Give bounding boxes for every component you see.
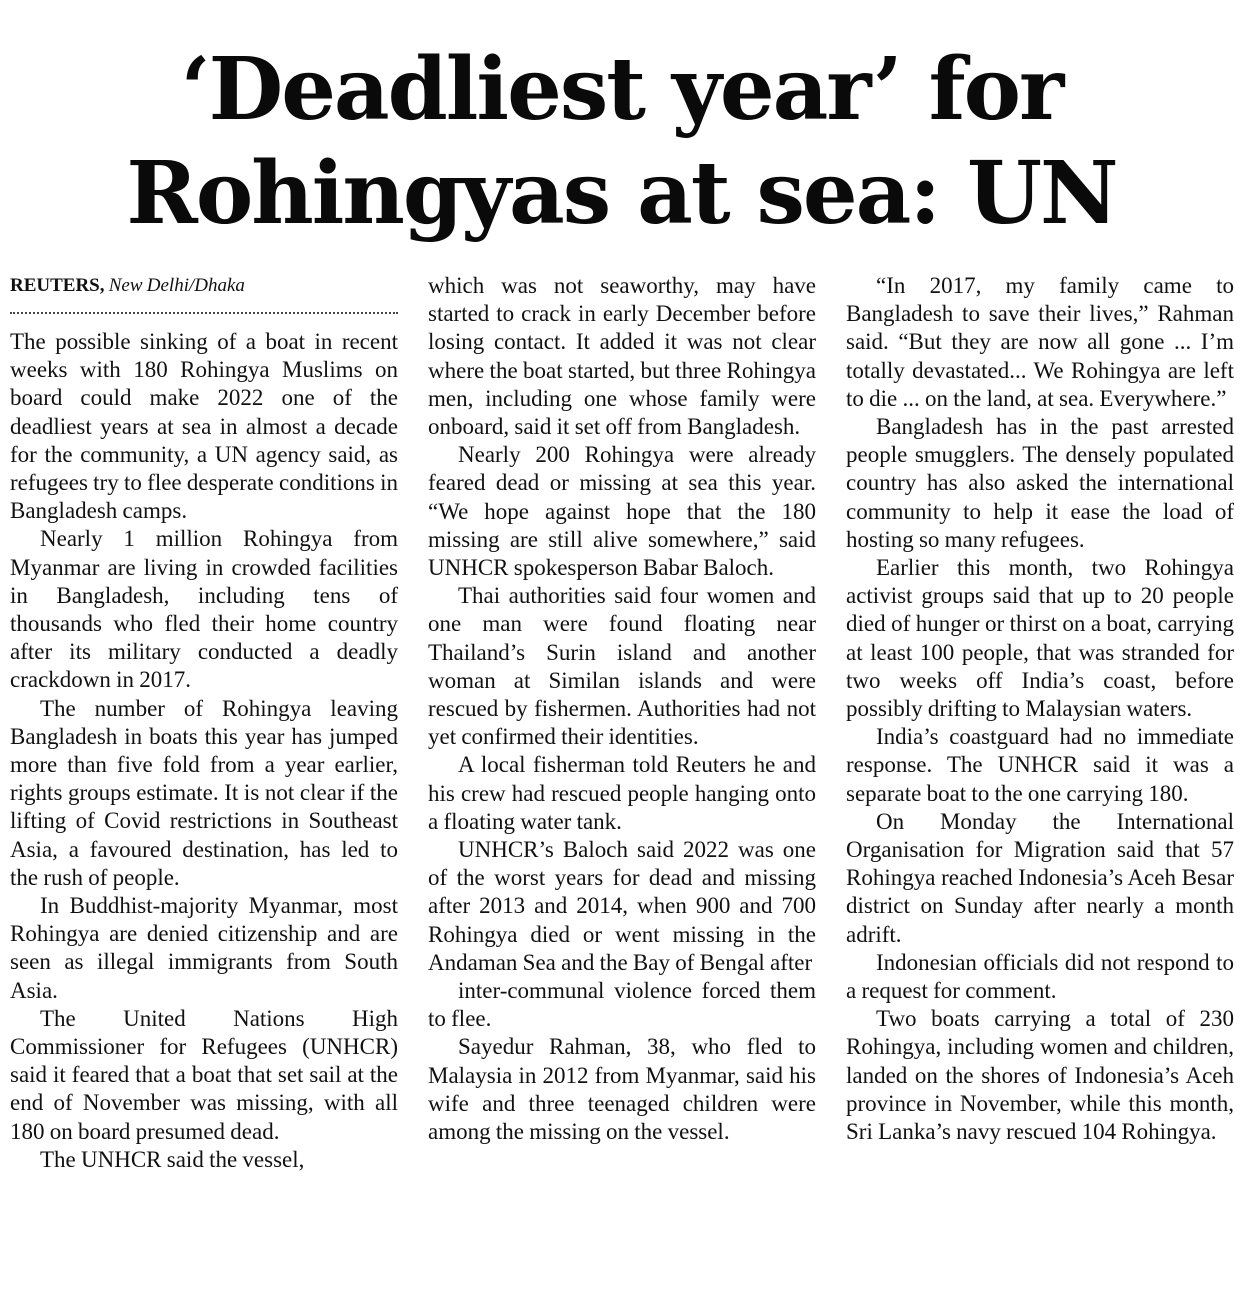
paragraph: Indonesian officials did not respond to a request for comment. — [846, 949, 1234, 1004]
byline — [10, 272, 398, 314]
paragraph: In Buddhist-majority Myanmar, most Rohingya are denied citizenship and are seen as illegal immigrants from South Asia. — [10, 893, 398, 1003]
paragraph: UNHCR’s Baloch said 2022 was one of the worst years for dead and missing after 2013 and 2014, when 900 and 700 Rohingya died or went missing in the Andaman Sea and the Bay of Bengal after — [428, 837, 816, 975]
column-1 — [10, 272, 398, 1174]
paragraph: India’s coastguard had no immediate response. The UNHCR said it was a separate boat to the one carrying 180. — [846, 724, 1234, 806]
byline-agency: REUTERS, — [10, 275, 105, 296]
paragraph: Two boats carrying a total of 230 Rohingya, including women and children, landed on the shores of Indonesia’s Aceh province in November, while this month, Sri Lanka’s navy rescued 104 Rohingya. — [846, 1006, 1234, 1145]
paragraph: Thai authorities said four women and one man were found floating near Thailand’s Surin island and another woman at Similan islands and were rescued by fishermen. Authorities had not yet confirmed their identities. — [428, 583, 816, 750]
paragraph: Bangladesh has in the past arrested people smugglers. The densely populated country has also asked the international community to help it ease the load of hosting so many refugees. — [846, 414, 1234, 552]
headline — [0, 38, 1243, 246]
byline-place: New Delhi/Dhaka — [108, 275, 245, 296]
paragraph: which was not seaworthy, may have started to crack in early December before losing contact. It added it was not clear where the boat started, but three Rohingya men, including one whose family were onboard, said it set off from Bangladesh. — [428, 273, 816, 440]
headline-line-1: ‘Deadliest year’ for — [180, 39, 1063, 140]
paragraph: Nearly 200 Rohingya were already feared dead or missing at sea this year. “We hope against hope that the 180 missing are still alive somewhere,” said UNHCR spokesperson Babar Baloch. — [428, 442, 816, 581]
paragraph: A local fisherman told Reuters he and his crew had rescued people hanging onto a floating water tank. — [428, 752, 816, 834]
paragraph: The possible sinking of a boat in recent weeks with 180 Rohingya Muslims on board could make 2022 one of the deadliest years at sea in almost a decade for the community, a UN agency said, as refugees try to flee desperate conditions in Bangladesh camps. — [10, 329, 398, 524]
paragraph: “In 2017, my family came to Bangladesh to save their lives,” Rahman said. “But they are now all gone ... I’m totally devastated... We Rohingya are left to die ... on the land, at sea. Everywhere.” — [846, 273, 1234, 411]
paragraph: The UNHCR said the vessel, — [40, 1146, 305, 1172]
headline-line-2: Rohingyas at sea: UN — [126, 143, 1117, 244]
paragraph: Sayedur Rahman, 38, who fled to Malaysia in 2012 from Myanmar, said his wife and three teenaged children were among the missing on the vessel. — [428, 1034, 816, 1145]
paragraph: The United Nations High Commissioner for Refugees (UNHCR) said it feared that a boat that set sail at the end of November was missing, with all 180 on board presumed dead. — [10, 1005, 398, 1144]
paragraph: inter-communal violence forced them to flee. — [428, 978, 816, 1032]
column-3 — [846, 272, 1234, 1174]
paragraph: The number of Rohingya leaving Bangladesh in boats this year has jumped more than five fold from a year earlier, rights groups estimate. It is not clear if the lifting of Covid restrictions in Southeast Asia, a favoured destination, has led to the rush of people. — [10, 695, 398, 890]
article-body — [10, 272, 1234, 1174]
column-2 — [428, 272, 816, 1174]
paragraph: On Monday the International Organisation for Migration said that 57 Rohingya reached Indonesia’s Aceh Besar district on Sunday after nearly a month adrift. — [846, 808, 1234, 947]
paragraph: Nearly 1 million Rohingya from Myanmar are living in crowded facilities in Bangladesh, including tens of thousands who fled their home country after its military conducted a deadly crackdown in 2017. — [10, 526, 398, 693]
paragraph: Earlier this month, two Rohingya activist groups said that up to 20 people died of hunger or thirst on a boat, carrying at least 100 people, that was stranded for two weeks off India’s coast, before possibly drifting to Malaysian waters. — [846, 555, 1234, 722]
